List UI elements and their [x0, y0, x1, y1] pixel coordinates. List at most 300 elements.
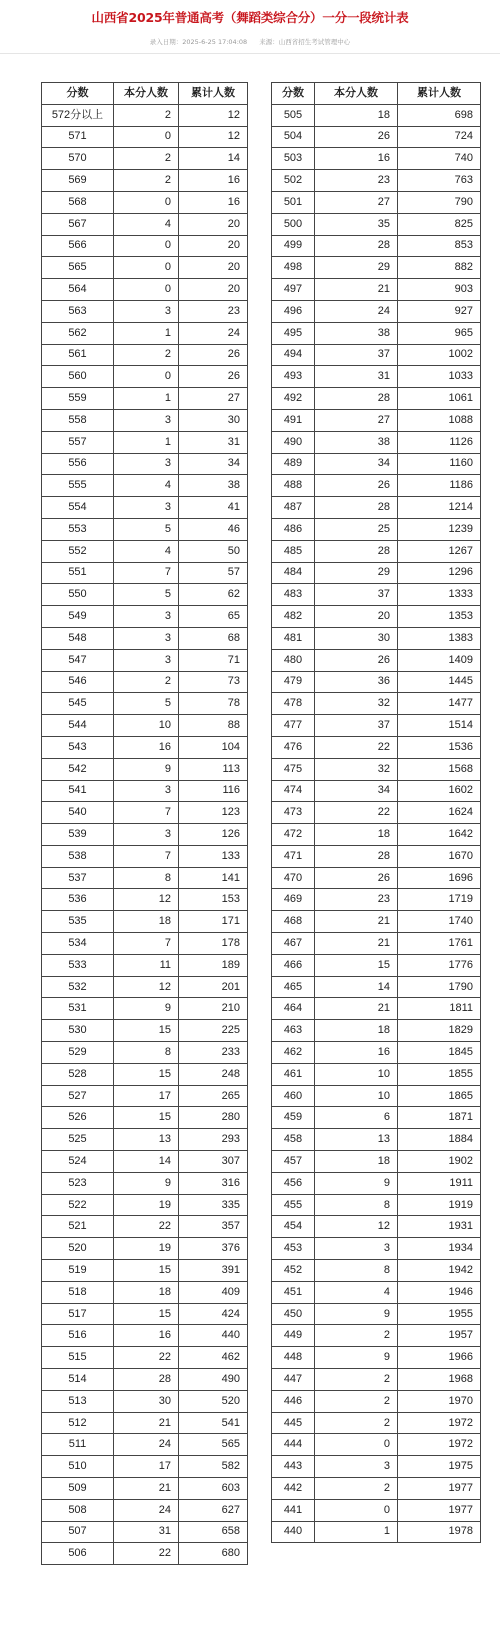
- table-row: [272, 409, 481, 431]
- cumulative-cell: 565: [179, 1434, 248, 1456]
- table-row: [272, 1107, 481, 1129]
- cumulative-cell: 316: [179, 1172, 248, 1194]
- table-row: [272, 911, 481, 933]
- score-cell: 442: [272, 1478, 315, 1500]
- table-row: [272, 824, 481, 846]
- score-cell: 492: [272, 388, 315, 410]
- table-row: [42, 235, 248, 257]
- table-row: [42, 540, 248, 562]
- cumulative-cell: 1946: [398, 1281, 481, 1303]
- score-cell: 458: [272, 1129, 315, 1151]
- count-cell: 18: [315, 1151, 398, 1173]
- cumulative-cell: 440: [179, 1325, 248, 1347]
- source-label: 来源：山西省招生考试管理中心: [259, 38, 351, 46]
- score-cell: 487: [272, 497, 315, 519]
- count-cell: 19: [114, 1194, 179, 1216]
- score-cell: 483: [272, 584, 315, 606]
- score-cell: 566: [42, 235, 114, 257]
- score-cell: 534: [42, 933, 114, 955]
- count-cell: 2: [315, 1412, 398, 1434]
- table-row: [42, 824, 248, 846]
- cumulative-cell: 1966: [398, 1347, 481, 1369]
- header-divider: [0, 53, 500, 54]
- count-cell: 0: [114, 279, 179, 301]
- cumulative-cell: 23: [179, 300, 248, 322]
- cumulative-cell: 903: [398, 279, 481, 301]
- count-cell: 2: [315, 1390, 398, 1412]
- score-cell: 528: [42, 1063, 114, 1085]
- count-cell: 18: [315, 1020, 398, 1042]
- score-cell: 522: [42, 1194, 114, 1216]
- cumulative-cell: 20: [179, 235, 248, 257]
- table-row: [272, 736, 481, 758]
- score-table-left-body: [42, 104, 248, 1564]
- count-cell: 26: [315, 475, 398, 497]
- count-cell: 21: [315, 933, 398, 955]
- table-row: [272, 1042, 481, 1064]
- table-row: [272, 1151, 481, 1173]
- score-cell: 517: [42, 1303, 114, 1325]
- score-cell: 490: [272, 431, 315, 453]
- table-header-row: [42, 83, 248, 105]
- count-cell: 17: [114, 1085, 179, 1107]
- table-row: [272, 671, 481, 693]
- table-row: [272, 1260, 481, 1282]
- count-cell: 10: [114, 715, 179, 737]
- count-cell: 20: [315, 606, 398, 628]
- table-row: [272, 1369, 481, 1391]
- cumulative-cell: 376: [179, 1238, 248, 1260]
- count-cell: 28: [315, 235, 398, 257]
- table-row: [272, 649, 481, 671]
- cumulative-cell: 1865: [398, 1085, 481, 1107]
- cumulative-cell: 1696: [398, 867, 481, 889]
- score-cell: 447: [272, 1369, 315, 1391]
- score-cell: 526: [42, 1107, 114, 1129]
- table-row: [42, 126, 248, 148]
- score-cell: 533: [42, 954, 114, 976]
- table-row: [42, 1303, 248, 1325]
- table-row: [272, 584, 481, 606]
- cumulative-cell: 1977: [398, 1499, 481, 1521]
- score-cell: 520: [42, 1238, 114, 1260]
- score-cell: 482: [272, 606, 315, 628]
- count-cell: 0: [114, 366, 179, 388]
- cumulative-cell: 1845: [398, 1042, 481, 1064]
- count-cell: 8: [315, 1194, 398, 1216]
- score-cell: 560: [42, 366, 114, 388]
- cumulative-cell: 658: [179, 1521, 248, 1543]
- count-cell: 30: [114, 1390, 179, 1412]
- count-cell: 3: [114, 300, 179, 322]
- count-cell: 15: [114, 1020, 179, 1042]
- cumulative-cell: 225: [179, 1020, 248, 1042]
- count-cell: 2: [315, 1478, 398, 1500]
- table-row: [42, 191, 248, 213]
- score-cell: 493: [272, 366, 315, 388]
- table-row: [42, 388, 248, 410]
- score-cell: 477: [272, 715, 315, 737]
- score-cell: 518: [42, 1281, 114, 1303]
- table-row: [42, 758, 248, 780]
- table-row: [272, 431, 481, 453]
- score-cell: 497: [272, 279, 315, 301]
- table-row: [42, 1129, 248, 1151]
- cumulative-cell: 1568: [398, 758, 481, 780]
- table-row: [272, 475, 481, 497]
- count-cell: 18: [114, 911, 179, 933]
- cumulative-cell: 178: [179, 933, 248, 955]
- table-row: [272, 1020, 481, 1042]
- table-row: [42, 845, 248, 867]
- cumulative-cell: 233: [179, 1042, 248, 1064]
- cumulative-cell: 1383: [398, 627, 481, 649]
- count-cell: 2: [114, 344, 179, 366]
- count-cell: 8: [114, 867, 179, 889]
- header-score: 分数: [42, 83, 114, 105]
- count-cell: 34: [315, 780, 398, 802]
- score-cell: 524: [42, 1151, 114, 1173]
- count-cell: 14: [315, 976, 398, 998]
- table-row: [272, 1521, 481, 1543]
- score-cell: 479: [272, 671, 315, 693]
- table-row: [272, 933, 481, 955]
- count-cell: 29: [315, 257, 398, 279]
- table-row: [42, 148, 248, 170]
- cumulative-cell: 357: [179, 1216, 248, 1238]
- count-cell: 21: [315, 911, 398, 933]
- count-cell: 21: [315, 279, 398, 301]
- score-cell: 547: [42, 649, 114, 671]
- score-cell: 572分以上: [42, 104, 114, 126]
- score-cell: 537: [42, 867, 114, 889]
- score-cell: 567: [42, 213, 114, 235]
- score-cell: 469: [272, 889, 315, 911]
- count-cell: 4: [114, 475, 179, 497]
- count-cell: 3: [315, 1456, 398, 1478]
- count-cell: 28: [315, 388, 398, 410]
- score-cell: 457: [272, 1151, 315, 1173]
- score-cell: 508: [42, 1499, 114, 1521]
- cumulative-cell: 1061: [398, 388, 481, 410]
- cumulative-cell: 123: [179, 802, 248, 824]
- cumulative-cell: 1972: [398, 1412, 481, 1434]
- count-cell: 1: [114, 431, 179, 453]
- score-cell: 525: [42, 1129, 114, 1151]
- count-cell: 13: [315, 1129, 398, 1151]
- cumulative-cell: 1761: [398, 933, 481, 955]
- table-row: [42, 170, 248, 192]
- table-row: [42, 649, 248, 671]
- count-cell: 2: [315, 1325, 398, 1347]
- cumulative-cell: 1088: [398, 409, 481, 431]
- cumulative-cell: 1957: [398, 1325, 481, 1347]
- score-cell: 513: [42, 1390, 114, 1412]
- table-row: [272, 257, 481, 279]
- table-row: [42, 104, 248, 126]
- score-cell: 495: [272, 322, 315, 344]
- table-row: [42, 1085, 248, 1107]
- table-row: [42, 627, 248, 649]
- count-cell: 31: [114, 1521, 179, 1543]
- score-cell: 531: [42, 998, 114, 1020]
- count-cell: 16: [114, 736, 179, 758]
- cumulative-cell: 116: [179, 780, 248, 802]
- table-row: [42, 1020, 248, 1042]
- cumulative-cell: 1033: [398, 366, 481, 388]
- score-cell: 446: [272, 1390, 315, 1412]
- score-cell: 542: [42, 758, 114, 780]
- cumulative-cell: 1333: [398, 584, 481, 606]
- cumulative-cell: 790: [398, 191, 481, 213]
- cumulative-cell: 1642: [398, 824, 481, 846]
- score-cell: 532: [42, 976, 114, 998]
- table-row: [42, 300, 248, 322]
- score-cell: 565: [42, 257, 114, 279]
- count-cell: 6: [315, 1107, 398, 1129]
- cumulative-cell: 31: [179, 431, 248, 453]
- count-cell: 0: [114, 235, 179, 257]
- table-row: [272, 1063, 481, 1085]
- score-cell: 451: [272, 1281, 315, 1303]
- score-cell: 498: [272, 257, 315, 279]
- score-cell: 519: [42, 1260, 114, 1282]
- table-row: [272, 1129, 481, 1151]
- score-cell: 540: [42, 802, 114, 824]
- count-cell: 9: [315, 1172, 398, 1194]
- score-cell: 521: [42, 1216, 114, 1238]
- table-row: [42, 1347, 248, 1369]
- score-cell: 512: [42, 1412, 114, 1434]
- score-cell: 554: [42, 497, 114, 519]
- score-cell: 481: [272, 627, 315, 649]
- cumulative-cell: 1624: [398, 802, 481, 824]
- table-row: [272, 322, 481, 344]
- cumulative-cell: 763: [398, 170, 481, 192]
- cumulative-cell: 1514: [398, 715, 481, 737]
- count-cell: 16: [315, 1042, 398, 1064]
- score-table-right-body: [272, 104, 481, 1543]
- score-cell: 500: [272, 213, 315, 235]
- cumulative-cell: 126: [179, 824, 248, 846]
- table-row: [42, 1151, 248, 1173]
- table-row: [272, 758, 481, 780]
- cumulative-cell: 1740: [398, 911, 481, 933]
- score-cell: 455: [272, 1194, 315, 1216]
- cumulative-cell: 1811: [398, 998, 481, 1020]
- count-cell: 0: [114, 126, 179, 148]
- score-cell: 459: [272, 1107, 315, 1129]
- table-row: [272, 606, 481, 628]
- table-row: [42, 911, 248, 933]
- table-row: [272, 1390, 481, 1412]
- cumulative-cell: 1002: [398, 344, 481, 366]
- score-cell: 541: [42, 780, 114, 802]
- table-row: [272, 170, 481, 192]
- count-cell: 18: [315, 104, 398, 126]
- score-cell: 529: [42, 1042, 114, 1064]
- table-row: [42, 1499, 248, 1521]
- score-cell: 496: [272, 300, 315, 322]
- cumulative-cell: 20: [179, 213, 248, 235]
- score-cell: 485: [272, 540, 315, 562]
- cumulative-cell: 627: [179, 1499, 248, 1521]
- count-cell: 15: [114, 1107, 179, 1129]
- cumulative-cell: 50: [179, 540, 248, 562]
- count-cell: 7: [114, 933, 179, 955]
- count-cell: 5: [114, 693, 179, 715]
- cumulative-cell: 1239: [398, 518, 481, 540]
- cumulative-cell: 927: [398, 300, 481, 322]
- count-cell: 35: [315, 213, 398, 235]
- count-cell: 1: [114, 388, 179, 410]
- score-cell: 468: [272, 911, 315, 933]
- cumulative-cell: 280: [179, 1107, 248, 1129]
- score-cell: 523: [42, 1172, 114, 1194]
- table-row: [42, 954, 248, 976]
- score-cell: 539: [42, 824, 114, 846]
- cumulative-cell: 265: [179, 1085, 248, 1107]
- count-cell: 29: [315, 562, 398, 584]
- cumulative-cell: 391: [179, 1260, 248, 1282]
- cumulative-cell: 26: [179, 366, 248, 388]
- score-cell: 449: [272, 1325, 315, 1347]
- cumulative-cell: 825: [398, 213, 481, 235]
- cumulative-cell: 541: [179, 1412, 248, 1434]
- cumulative-cell: 189: [179, 954, 248, 976]
- publish-date: 录入日期：2025-6-25 17:04:08: [149, 38, 248, 46]
- table-row: [272, 453, 481, 475]
- count-cell: 9: [315, 1347, 398, 1369]
- cumulative-cell: 490: [179, 1369, 248, 1391]
- count-cell: 19: [114, 1238, 179, 1260]
- cumulative-cell: 27: [179, 388, 248, 410]
- cumulative-cell: 16: [179, 170, 248, 192]
- count-cell: 27: [315, 409, 398, 431]
- count-cell: 7: [114, 562, 179, 584]
- table-row: [272, 1281, 481, 1303]
- count-cell: 21: [114, 1412, 179, 1434]
- header-count: 本分人数: [114, 83, 179, 105]
- cumulative-cell: 1942: [398, 1260, 481, 1282]
- table-row: [42, 1238, 248, 1260]
- score-cell: 475: [272, 758, 315, 780]
- score-cell: 454: [272, 1216, 315, 1238]
- score-cell: 561: [42, 344, 114, 366]
- cumulative-cell: 57: [179, 562, 248, 584]
- cumulative-cell: 26: [179, 344, 248, 366]
- count-cell: 9: [114, 758, 179, 780]
- cumulative-cell: 1445: [398, 671, 481, 693]
- cumulative-cell: 1214: [398, 497, 481, 519]
- cumulative-cell: 34: [179, 453, 248, 475]
- count-cell: 25: [315, 518, 398, 540]
- cumulative-cell: 14: [179, 148, 248, 170]
- score-cell: 466: [272, 954, 315, 976]
- table-row: [272, 1412, 481, 1434]
- count-cell: 37: [315, 715, 398, 737]
- cumulative-cell: 1776: [398, 954, 481, 976]
- cumulative-cell: 12: [179, 104, 248, 126]
- count-cell: 12: [114, 976, 179, 998]
- score-table-left: [41, 82, 248, 1565]
- table-row: [42, 1063, 248, 1085]
- score-cell: 546: [42, 671, 114, 693]
- table-row: [272, 780, 481, 802]
- score-cell: 507: [42, 1521, 114, 1543]
- count-cell: 8: [315, 1260, 398, 1282]
- cumulative-cell: 582: [179, 1456, 248, 1478]
- score-cell: 553: [42, 518, 114, 540]
- cumulative-cell: 1670: [398, 845, 481, 867]
- count-cell: 31: [315, 366, 398, 388]
- cumulative-cell: 680: [179, 1543, 248, 1565]
- count-cell: 37: [315, 344, 398, 366]
- cumulative-cell: 1186: [398, 475, 481, 497]
- count-cell: 14: [114, 1151, 179, 1173]
- count-cell: 26: [315, 649, 398, 671]
- count-cell: 10: [315, 1085, 398, 1107]
- cumulative-cell: 1790: [398, 976, 481, 998]
- table-row: [42, 1172, 248, 1194]
- score-cell: 510: [42, 1456, 114, 1478]
- table-row: [42, 1521, 248, 1543]
- count-cell: 22: [315, 736, 398, 758]
- score-cell: 568: [42, 191, 114, 213]
- score-cell: 445: [272, 1412, 315, 1434]
- count-cell: 26: [315, 867, 398, 889]
- cumulative-cell: 1884: [398, 1129, 481, 1151]
- count-cell: 12: [315, 1216, 398, 1238]
- cumulative-cell: 65: [179, 606, 248, 628]
- cumulative-cell: 30: [179, 409, 248, 431]
- cumulative-cell: 1296: [398, 562, 481, 584]
- table-row: [42, 584, 248, 606]
- score-cell: 474: [272, 780, 315, 802]
- cumulative-cell: 1902: [398, 1151, 481, 1173]
- score-cell: 450: [272, 1303, 315, 1325]
- article-meta: [0, 37, 500, 46]
- score-cell: 472: [272, 824, 315, 846]
- count-cell: 9: [114, 1172, 179, 1194]
- header-count: 本分人数: [315, 83, 398, 105]
- table-row: [272, 497, 481, 519]
- table-row: [42, 213, 248, 235]
- count-cell: 38: [315, 431, 398, 453]
- count-cell: 32: [315, 758, 398, 780]
- cumulative-cell: 1871: [398, 1107, 481, 1129]
- table-row: [272, 148, 481, 170]
- score-cell: 461: [272, 1063, 315, 1085]
- table-row: [272, 562, 481, 584]
- cumulative-cell: 1955: [398, 1303, 481, 1325]
- score-cell: 538: [42, 845, 114, 867]
- count-cell: 2: [114, 104, 179, 126]
- table-row: [42, 802, 248, 824]
- count-cell: 22: [315, 802, 398, 824]
- table-row: [42, 998, 248, 1020]
- table-row: [42, 1194, 248, 1216]
- count-cell: 16: [315, 148, 398, 170]
- cumulative-cell: 62: [179, 584, 248, 606]
- table-row: [272, 1172, 481, 1194]
- score-cell: 456: [272, 1172, 315, 1194]
- count-cell: 2: [315, 1369, 398, 1391]
- count-cell: 9: [114, 998, 179, 1020]
- count-cell: 2: [114, 148, 179, 170]
- score-cell: 505: [272, 104, 315, 126]
- count-cell: 23: [315, 170, 398, 192]
